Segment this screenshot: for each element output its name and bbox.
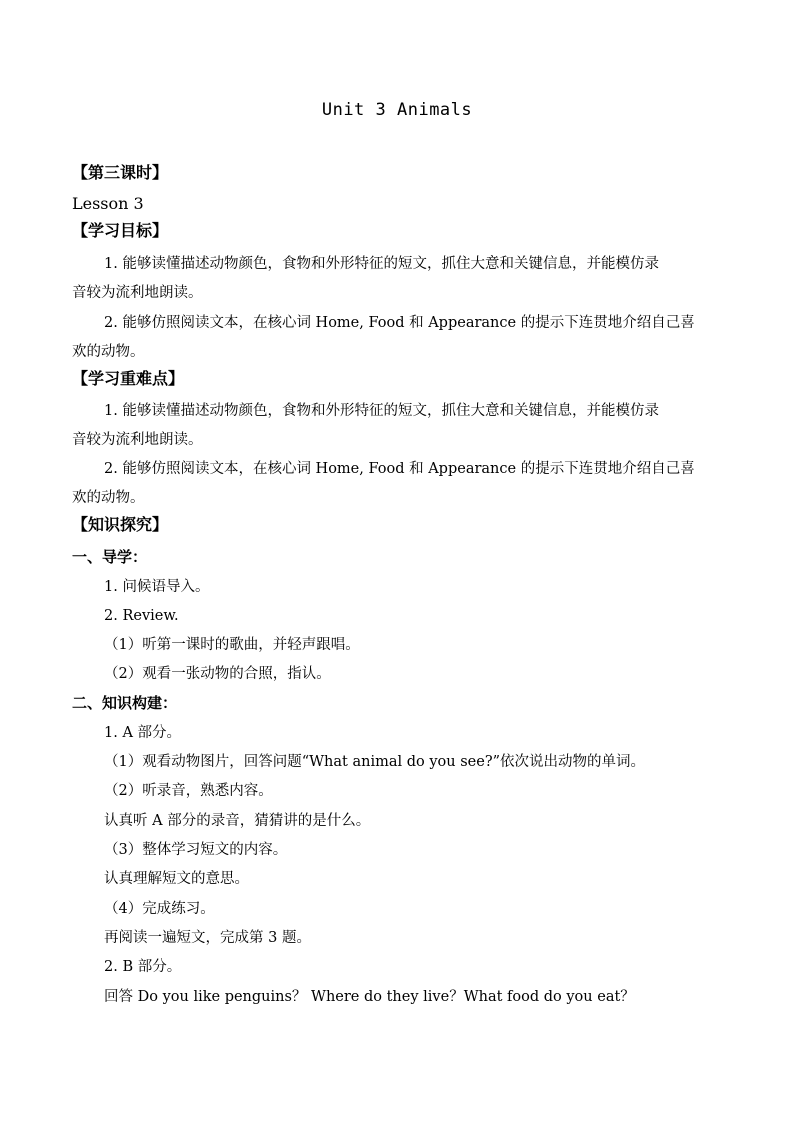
part1-sub-1: （1）听第一课时的歌曲，并轻声跟唱。 [104, 637, 360, 653]
part2-heading: 二、知识构建： [72, 694, 178, 712]
key-point-item-2: 2. 能够仿照阅读文本，在核心词 Home, Food 和 Appearance 的提示下连贯地介绍自己喜 [104, 461, 695, 477]
objective-item-1-cont: 音较为流利地朗读。 [72, 285, 203, 301]
part2-sub-3: （3）整体学习短文的内容。 [104, 842, 288, 858]
period-heading: 【第三课时】 [72, 163, 169, 182]
part2-item-2: 2. B 部分。 [104, 959, 182, 975]
key-point-item-1: 1. 能够读懂描述动物颜色，食物和外形特征的短文，抓住大意和关键信息，并能模仿录 [104, 403, 659, 419]
part2-sub-1: （1）观看动物图片，回答问题“What animal do you see?”依次说出动物的单词。 [104, 754, 646, 770]
document-title: Unit 3 Animals [321, 100, 473, 120]
objective-item-2-cont: 欢的动物。 [72, 344, 145, 360]
part1-sub-2: （2）观看一张动物的合照，指认。 [104, 666, 331, 682]
part1-item-2: 2. Review. [104, 608, 179, 624]
part1-item-1: 1. 问候语导入。 [104, 579, 210, 595]
explore-heading: 【知识探究】 [72, 515, 169, 534]
key-point-item-2-cont: 欢的动物。 [72, 490, 145, 506]
objective-item-1: 1. 能够读懂描述动物颜色，食物和外形特征的短文，抓住大意和关键信息，并能模仿录 [104, 256, 659, 272]
part1-heading: 一、导学： [72, 548, 148, 566]
part2-sub-4: （4）完成练习。 [104, 901, 215, 917]
key-point-item-1-cont: 音较为流利地朗读。 [72, 432, 203, 448]
lesson-label: Lesson 3 [72, 194, 144, 213]
part2-note-4: 再阅读一遍短文，完成第 3 题。 [104, 930, 311, 946]
part2-question: 回答 Do you like penguins？ Where do they live？What food do you eat？ [104, 989, 635, 1005]
part2-note-3: 认真理解短文的意思。 [104, 871, 249, 887]
part2-note-2: 认真听 A 部分的录音，猜猜讲的是什么。 [104, 813, 371, 829]
key-points-heading: 【学习重难点】 [72, 369, 185, 388]
objectives-heading: 【学习目标】 [72, 221, 169, 240]
part2-item-1: 1. A 部分。 [104, 725, 182, 741]
objective-item-2: 2. 能够仿照阅读文本，在核心词 Home, Food 和 Appearance 的提示下连贯地介绍自己喜 [104, 315, 695, 331]
part2-sub-2: （2）听录音，熟悉内容。 [104, 783, 273, 799]
